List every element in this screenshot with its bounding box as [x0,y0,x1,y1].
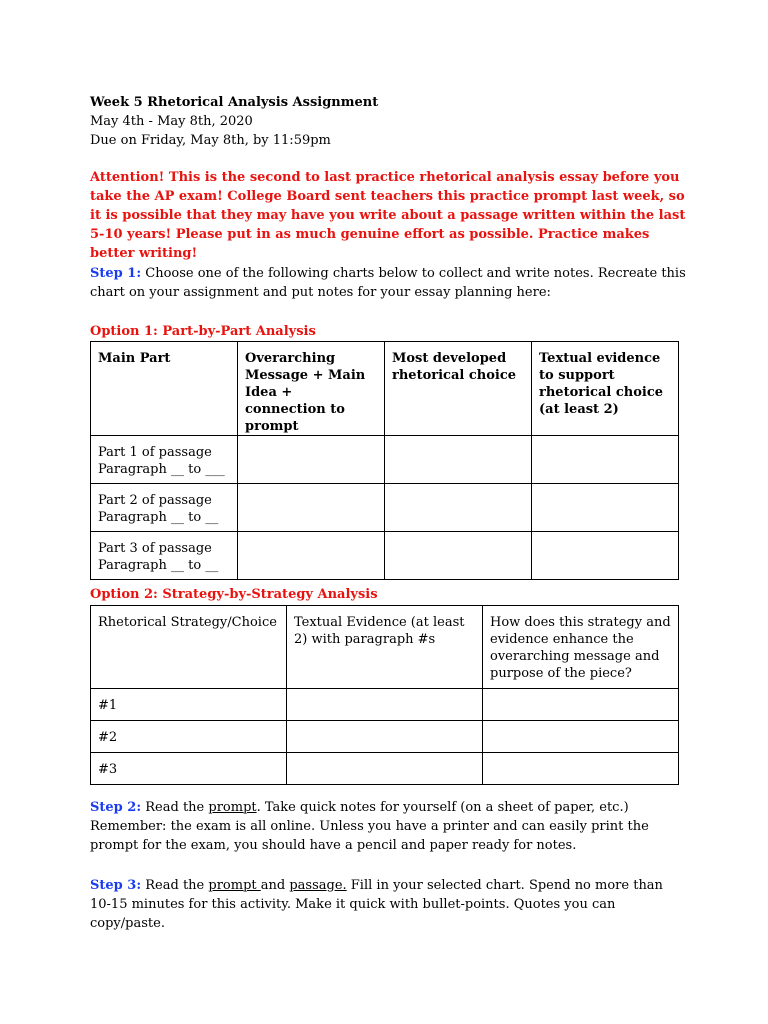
step-3-text-mid: and [260,878,290,893]
empty-cell[interactable] [238,484,385,532]
header-main-part: Main Part [91,342,238,436]
strategy-number: #3 [91,753,287,785]
step-1 [90,264,686,302]
empty-cell[interactable] [385,484,532,532]
header-overarching-message: Overarching Message + Main Idea + connection to prompt [238,342,385,436]
due-date: Due on Friday, May 8th, by 11:59pm [90,133,331,148]
part-cell [91,484,238,532]
table-row [91,532,679,580]
table-header-row [91,606,679,689]
option-2-table [90,605,679,785]
header-textual-evidence: Textual Evidence (at least 2) with paragraph #s [287,606,483,689]
step-1-label: Step 1: [90,266,142,281]
strategy-number: #2 [91,721,287,753]
strategy-number: #1 [91,689,287,721]
table-row [91,689,679,721]
assignment-title: Week 5 Rhetorical Analysis Assignment [90,95,379,110]
empty-cell[interactable] [483,721,679,753]
empty-cell[interactable] [287,721,483,753]
part-cell [91,532,238,580]
passage-link[interactable]: passage. [289,878,347,893]
prompt-link[interactable]: prompt [208,878,261,893]
option-1-title: Option 1: Part-by-Part Analysis [90,324,316,339]
part-label: Part 2 of passage [98,493,212,508]
empty-cell[interactable] [238,436,385,484]
step-3 [90,876,686,933]
paragraph-range: Paragraph __ to __ [98,510,219,525]
empty-cell[interactable] [532,484,679,532]
option-1-table [90,341,679,580]
empty-cell[interactable] [532,532,679,580]
header-strategy-effect: How does this strategy and evidence enhance the overarching message and purpose of the piece? [483,606,679,689]
prompt-link[interactable]: prompt [208,800,257,815]
step-2 [90,798,686,855]
empty-cell[interactable] [532,436,679,484]
paragraph-range: Paragraph __ to ___ [98,462,225,477]
step-2-text: Read the [141,800,209,815]
step-3-text: Read the [141,878,209,893]
paragraph-range: Paragraph __ to __ [98,558,219,573]
part-cell [91,436,238,484]
header-rhetorical-choice: Most developed rhetorical choice [385,342,532,436]
table-header-row [91,342,679,436]
part-label: Part 1 of passage [98,445,212,460]
header-rhetorical-strategy: Rhetorical Strategy/Choice [91,606,287,689]
step-3-text-cont: Fill in your selected chart. Spend no more than 10-15 minutes for this activity. Make it quick with bullet-points. Quotes you can copy/paste. [90,878,663,931]
empty-cell[interactable] [287,689,483,721]
empty-cell[interactable] [385,532,532,580]
table-row [91,436,679,484]
empty-cell[interactable] [483,689,679,721]
assignment-dates: May 4th - May 8th, 2020 [90,114,253,129]
step-1-text: Choose one of the following charts below to collect and write notes. Recreate this chart on your assignment and put notes for your essay planning here: [90,266,686,300]
attention-notice: Attention! This is the second to last practice rhetorical analysis essay before you take the AP exam! College Board sent teachers this practice prompt last week, so it is possible that they may have you write about a passage written within the last 5-10 years! Please put in as much genuine effort as possible. Practice makes better writing! [90,170,686,261]
empty-cell[interactable] [238,532,385,580]
header-textual-evidence: Textual evidence to support rhetorical choice (at least 2) [532,342,679,436]
empty-cell[interactable] [287,753,483,785]
part-label: Part 3 of passage [98,541,212,556]
table-row [91,484,679,532]
table-row [91,753,679,785]
option-2-title: Option 2: Strategy-by-Strategy Analysis [90,587,378,602]
step-2-label: Step 2: [90,800,142,815]
step-2-text-cont: . Take quick notes for yourself (on a sheet of paper, etc.) Remember: the exam is all online. Unless you have a printer and can easily print the prompt for the exam, you should have a pencil and paper ready for notes. [90,800,649,853]
empty-cell[interactable] [483,753,679,785]
step-3-label: Step 3: [90,878,142,893]
empty-cell[interactable] [385,436,532,484]
document-header [90,93,690,150]
table-row [91,721,679,753]
